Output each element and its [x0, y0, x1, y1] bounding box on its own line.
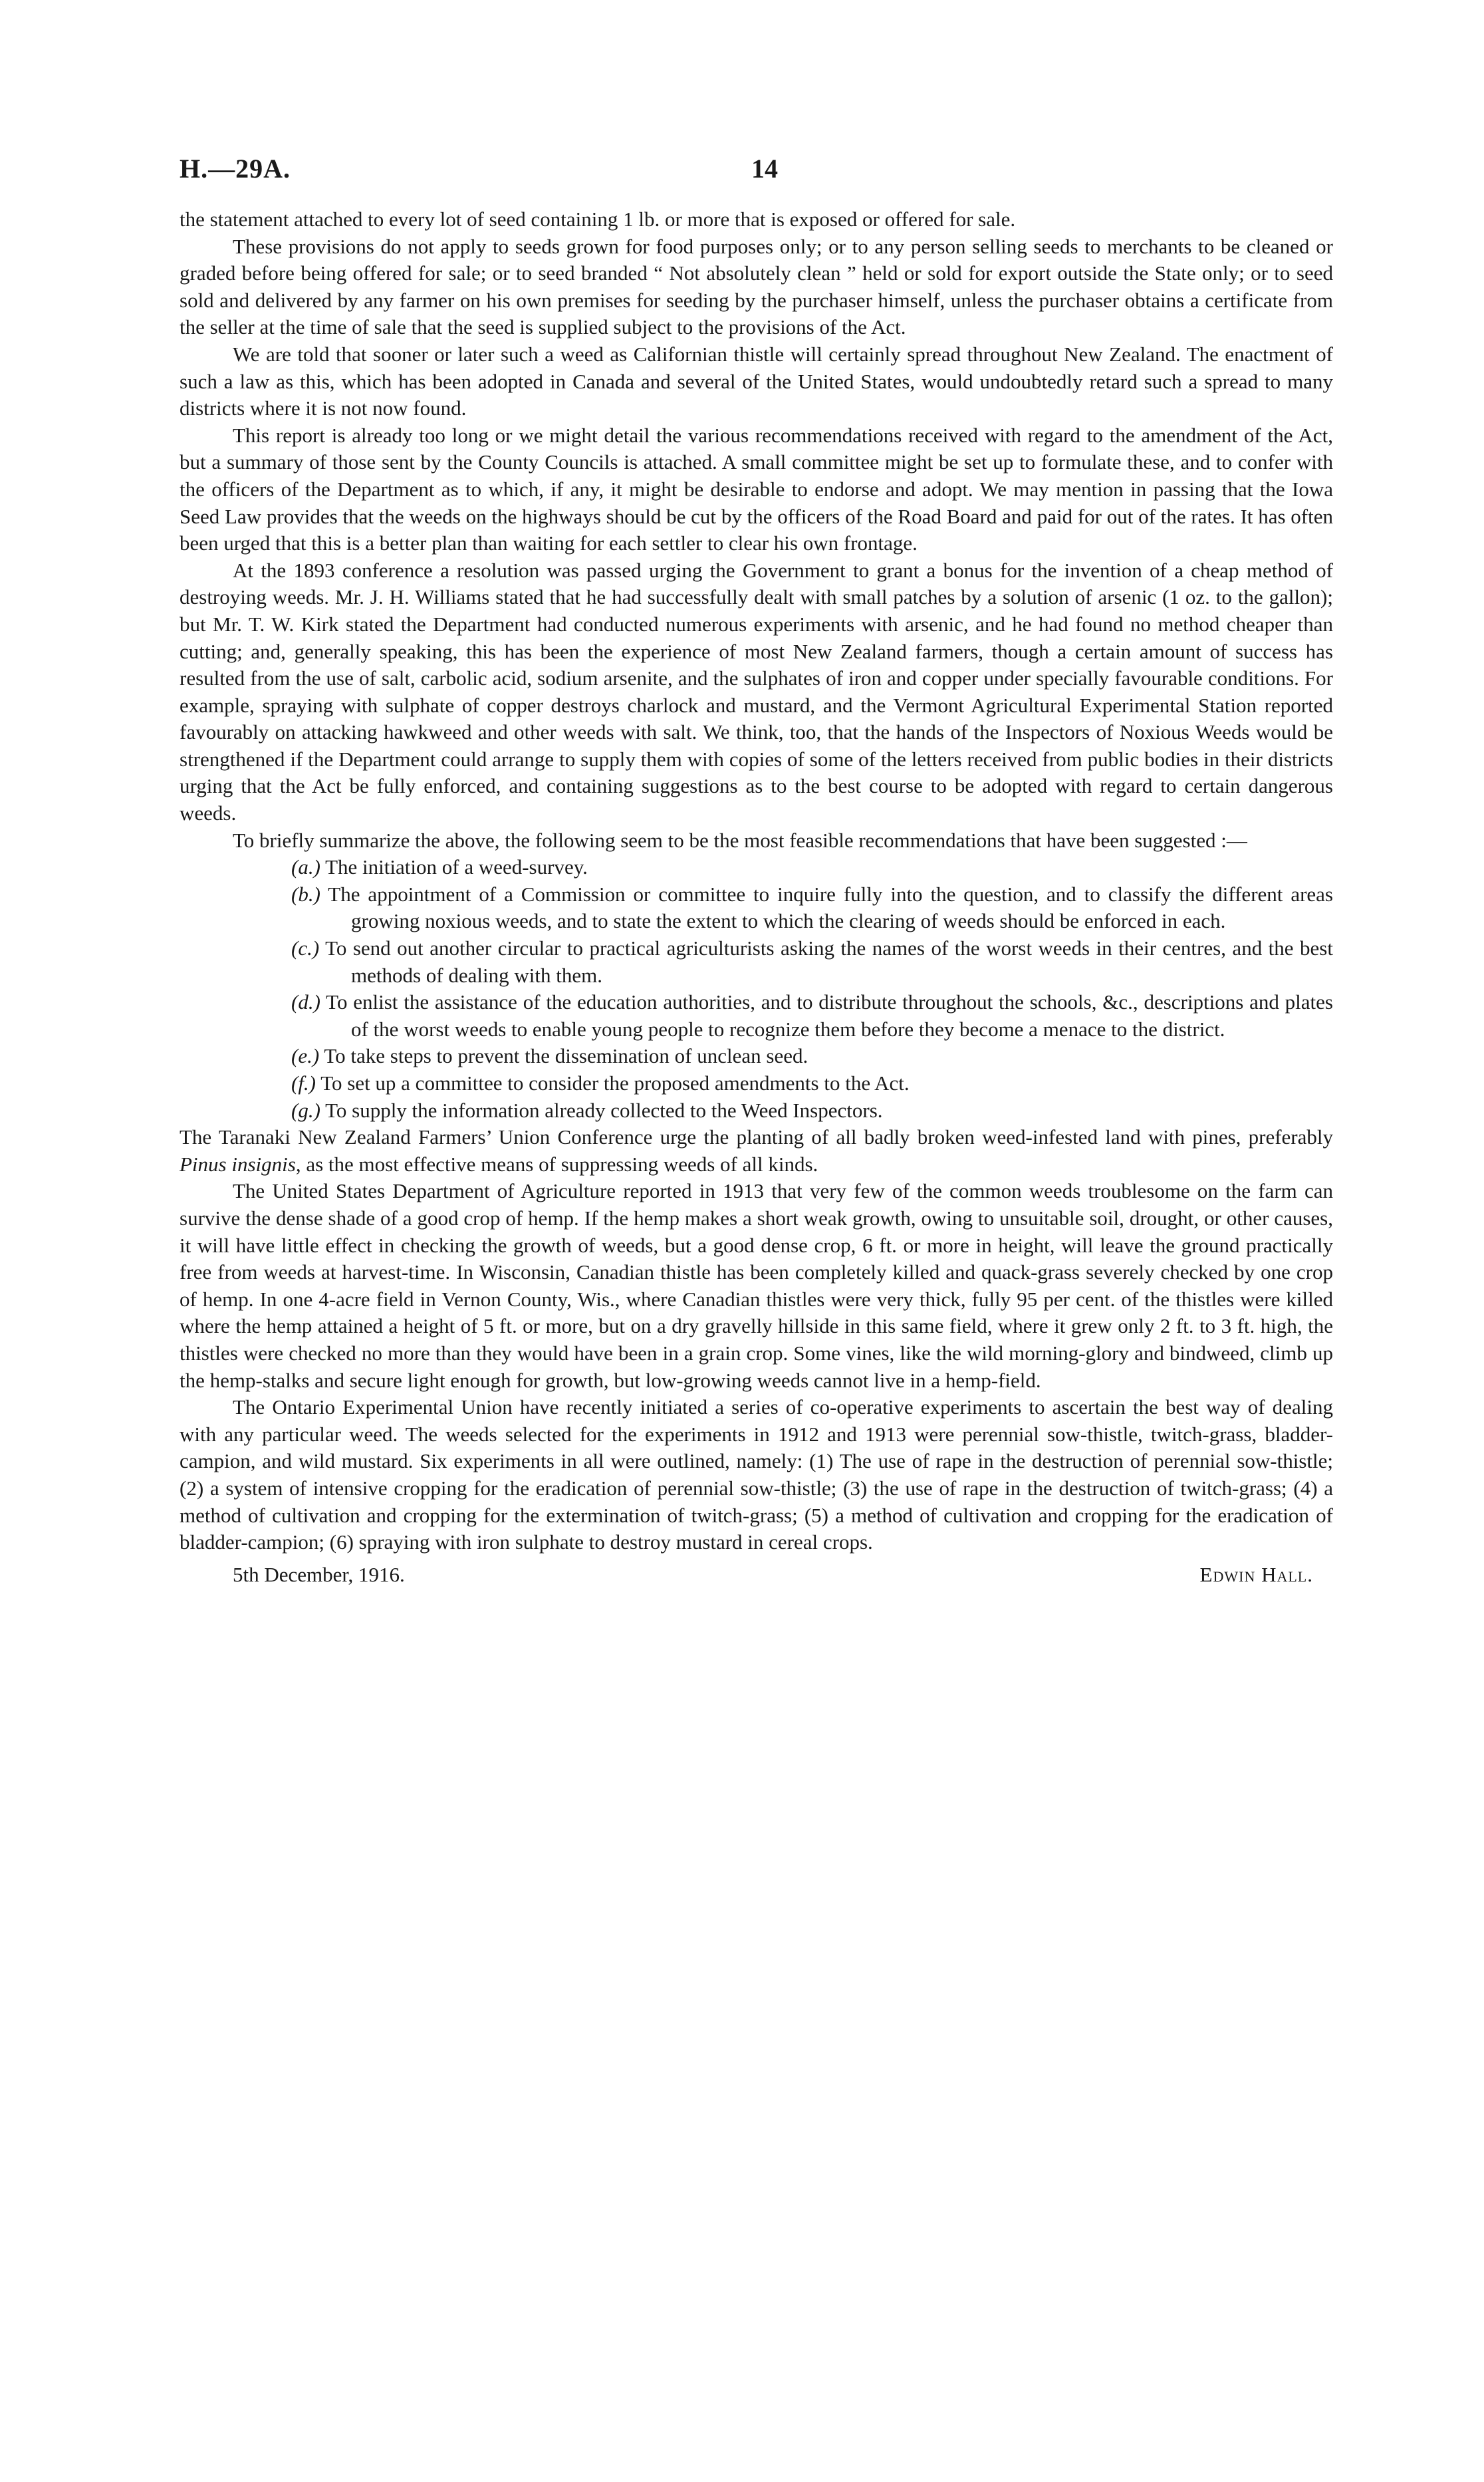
recommendation-text: To send out another circular to practical agriculturists asking the names of the worst weeds in their centres, and the best methods of dealing with them. — [325, 936, 1333, 987]
recommendation-label: (f.) — [291, 1071, 316, 1095]
paragraph-act-amendment: This report is already too long or we might detail the various recommendations received with regard to the amendment of the Act, but a summary of those sent by the County Councils is attached. A small committee might be set up to formulate these, and to confer with the officers of the Department as to which, if any, it might be desirable to endorse and adopt. We may mention in passing that the Iowa Seed Law provides that the weeds on the highways should be cut by the officers of the Road Board and paid for out of the rates. It has often been urged that this is a better plan than waiting for each settler to clear his own frontage. — [180, 423, 1333, 555]
recommendation-label: (e.) — [291, 1044, 320, 1068]
paragraph-1893-conference: At the 1893 conference a resolution was passed urging the Government to grant a bonus for the invention of a cheap method of destroying weeds. Mr. J. H. Williams stated that he had successfully dealt with small patches by a solution of arsenic (1 oz. to the gallon); but Mr. T. W. Kirk stated the Department had conducted numerous experiments with arsenic, and he had found no method cheaper than cutting; and, generally speaking, this has been the experience of most New Zealand farmers, though a certain amount of success has resulted from the use of salt, carbolic acid, sodium arsenite, and the sulphates of iron and copper under specially favourable conditions. For example, spraying with sulphate of copper destroys charlock and mustard, and the Vermont Agricultural Experimental Station reported favourably on attacking hawkweed and other weeds with salt. We think, too, that the hands of the Inspectors of Noxious Weeds would be strengthened if the Department could arrange to supply them with copies of some of the letters received from public bodies in their districts urging that the Act be fully enforced, and containing suggestions as to the best course to be adopted with regard to certain dangerous weeds. — [180, 558, 1333, 825]
author-name: Edwin Hall. — [1199, 1562, 1313, 1586]
recommendation-item — [291, 1043, 1333, 1070]
paragraph-seed-provisions: These provisions do not apply to seeds grown for food purposes only; or to any person selling seeds to merchants to be cleaned or graded before being offered for sale; or to seed branded “ Not absolutely clean ” held or sold for export outside the State only; or to seed sold and delivered by any farmer on his own premises for seeding by the purchaser himself, unless the purchaser obtains a certificate from the seller at the time of sale that the seed is supplied subject to the provisions of the Act. — [180, 234, 1333, 339]
page-number: 14 — [751, 154, 778, 184]
recommendation-text: The initiation of a weed-survey. — [325, 855, 588, 879]
paragraph-californian-thistle: We are told that sooner or later such a weed as Californian thistle will certainly spread throughout New Zealand. The enactment of such a law as this, which has been adopted in Canada and several of the United States, would undoubtedly retard such a spread to many districts where it is not now found. — [180, 342, 1333, 420]
recommendation-item — [291, 989, 1333, 1043]
taranaki-text-after: , as the most effective means of suppressing weeds of all kinds. — [295, 1152, 818, 1176]
report-body — [180, 206, 1333, 1556]
recommendations-list — [180, 854, 1333, 1124]
report-date: 5th December, 1916. — [233, 1562, 405, 1586]
recommendation-text: The appointment of a Commission or committee to inquire fully into the question, and to classify the different areas growing noxious weeds, and to state the extent to which the clearing of weeds should be enforced in each. — [328, 882, 1333, 933]
recommendation-label: (c.) — [291, 936, 320, 960]
recommendation-text: To supply the information already collected to the Weed Inspectors. — [325, 1098, 883, 1122]
recommendation-label: (g.) — [291, 1098, 320, 1122]
recommendation-label: (d.) — [291, 990, 320, 1014]
taranaki-text-before: The Taranaki New Zealand Farmers’ Union Conference urge the planting of all badly broken weed-infested land with pines, preferably — [180, 1125, 1333, 1149]
recommendation-item — [291, 1070, 1333, 1097]
paragraph-ontario-experiments: The Ontario Experimental Union have recently initiated a series of co-operative experiments to ascertain the best way of dealing with any particular weed. The weeds selected for the experiments in 1912 and 1913 were perennial sow-thistle, twitch-grass, bladder-campion, and wild mustard. Six experiments in all were outlined, namely: (1) The use of rape in the destruction of perennial sow-thistle; (2) a system of intensive cropping for the eradication of perennial sow-thistle; (3) the use of rape in the destruction of twitch-grass; (4) a method of cultivation and cropping for the extermination of twitch-grass; (5) a method of cultivation and cropping for the eradication of bladder-campion; (6) spraying with iron sulphate to destroy mustard in cereal crops. — [180, 1395, 1333, 1554]
recommendation-item — [291, 935, 1333, 989]
recommendation-item — [291, 1097, 1333, 1125]
recommendation-text: To enlist the assistance of the education authorities, and to distribute throughout the schools, &c., descriptions and plates of the worst weeds to enable young people to recognize them before they become a menace to the district. — [326, 990, 1333, 1041]
paragraph-taranaki — [180, 1124, 1333, 1178]
recommendation-text: To set up a committee to consider the proposed amendments to the Act. — [320, 1071, 910, 1095]
page-header — [180, 153, 1333, 206]
recommendation-item — [291, 881, 1333, 935]
recommendation-label: (a.) — [291, 855, 320, 879]
recommendation-text: To take steps to prevent the dissemination of unclean seed. — [324, 1044, 808, 1068]
species-name: Pinus insignis — [180, 1152, 296, 1176]
recommendation-item — [291, 854, 1333, 881]
paragraph-continuation: the statement attached to every lot of seed containing 1 lb. or more that is exposed or offered for sale. — [180, 207, 1016, 231]
document-reference: H.—29A. — [180, 154, 291, 184]
document-page — [180, 153, 1333, 1593]
paragraph-summary-intro: To briefly summarize the above, the following seem to be the most feasible recommendations that have been suggested :— — [233, 828, 1247, 852]
recommendation-label: (b.) — [291, 882, 320, 906]
paragraph-us-hemp: The United States Department of Agriculture reported in 1913 that very few of the common weeds troublesome on the farm can survive the dense shade of a good crop of hemp. If the hemp makes a short weak growth, owing to unsuitable soil, drought, or other causes, it will have little effect in checking the growth of weeds, but a good dense crop, 6 ft. or more in height, will leave the ground practically free from weeds at harvest-time. In Wisconsin, Canadian thistle has been completely killed and quack-grass severely checked by one crop of hemp. In one 4-acre field in Vernon County, Wis., where Canadian thistles were very thick, fully 95 per cent. of the thistles were killed where the hemp attained a height of 5 ft. or more, but on a dry gravelly hillside in this same field, where it grew only 2 ft. to 3 ft. high, the thistles were checked no more than they would have been in a grain crop. Some vines, like the wild morning-glory and bindweed, climb up the hemp-stalks and secure light enough for growth, but low-growing weeds cannot live in a hemp-field. — [180, 1179, 1333, 1392]
signoff — [180, 1562, 1333, 1593]
